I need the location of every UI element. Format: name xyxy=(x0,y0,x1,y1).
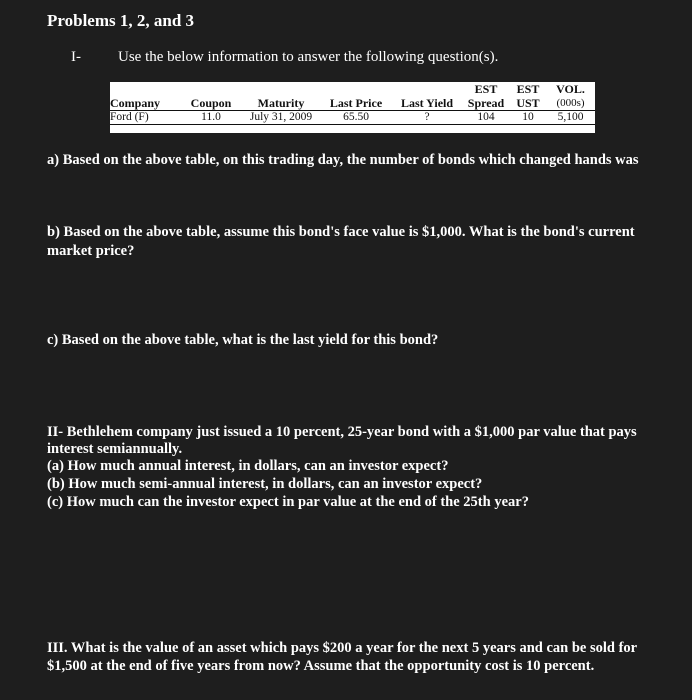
question-1c: c) Based on the above table, what is the last yield for this bond? xyxy=(47,332,439,348)
header-vol-units: (000s) xyxy=(556,97,585,109)
bond-quote-table xyxy=(110,82,595,133)
header-last-yield: Last Yield xyxy=(400,96,454,110)
table-header-row xyxy=(110,96,595,111)
header-last-price: Last Price xyxy=(329,96,383,110)
section-1-intro: Use the below information to answer the following question(s). xyxy=(118,49,499,65)
cell-company: Ford (F) xyxy=(110,111,180,125)
question-2c: (c) How much can the investor expect in par value at the end of the 25th year? xyxy=(47,494,529,510)
cell-maturity: July 31, 2009 xyxy=(242,111,320,125)
header-est-spread-top: EST xyxy=(474,82,498,96)
question-2a: (a) How much annual interest, in dollars, can an investor expect? xyxy=(47,458,449,474)
question-1b-line-2: market price? xyxy=(47,243,135,259)
cell-volume: 5,100 xyxy=(546,111,595,125)
cell-last-price: 65.50 xyxy=(320,111,392,125)
problem-2-line-2: interest semiannually. xyxy=(47,441,183,457)
header-company: Company xyxy=(110,96,161,110)
cell-ust: 10 xyxy=(510,111,546,125)
header-ust: UST xyxy=(516,96,540,110)
problem-2-line-1: II- Bethlehem company just issued a 10 percent, 25-year bond with a $1,000 par value that pays xyxy=(47,424,637,440)
header-maturity: Maturity xyxy=(257,96,305,110)
section-1-numeral: I- xyxy=(71,49,81,65)
cell-spread: 104 xyxy=(462,111,510,125)
table-row xyxy=(110,111,595,125)
page-title: Problems 1, 2, and 3 xyxy=(47,11,195,30)
table-top-header-row xyxy=(110,82,595,96)
question-1b-line-1: b) Based on the above table, assume this bond's face value is $1,000. What is the bond's current xyxy=(47,224,635,240)
problem-3-line-2: $1,500 at the end of five years from now? Assume that the opportunity cost is 10 percent. xyxy=(47,658,595,674)
cell-coupon: 11.0 xyxy=(180,111,242,125)
question-1a: a) Based on the above table, on this trading day, the number of bonds which changed hands was xyxy=(47,152,639,168)
header-coupon: Coupon xyxy=(190,96,232,110)
header-est-ust-top: EST xyxy=(516,82,540,96)
cell-last-yield: ? xyxy=(392,111,462,125)
header-spread: Spread xyxy=(467,96,505,110)
question-2b: (b) How much semi-annual interest, in dollars, can an investor expect? xyxy=(47,476,483,492)
header-vol-top: VOL. xyxy=(556,82,585,96)
problem-3-line-1: III. What is the value of an asset which pays $200 a year for the next 5 years and can be sold for xyxy=(47,640,638,656)
